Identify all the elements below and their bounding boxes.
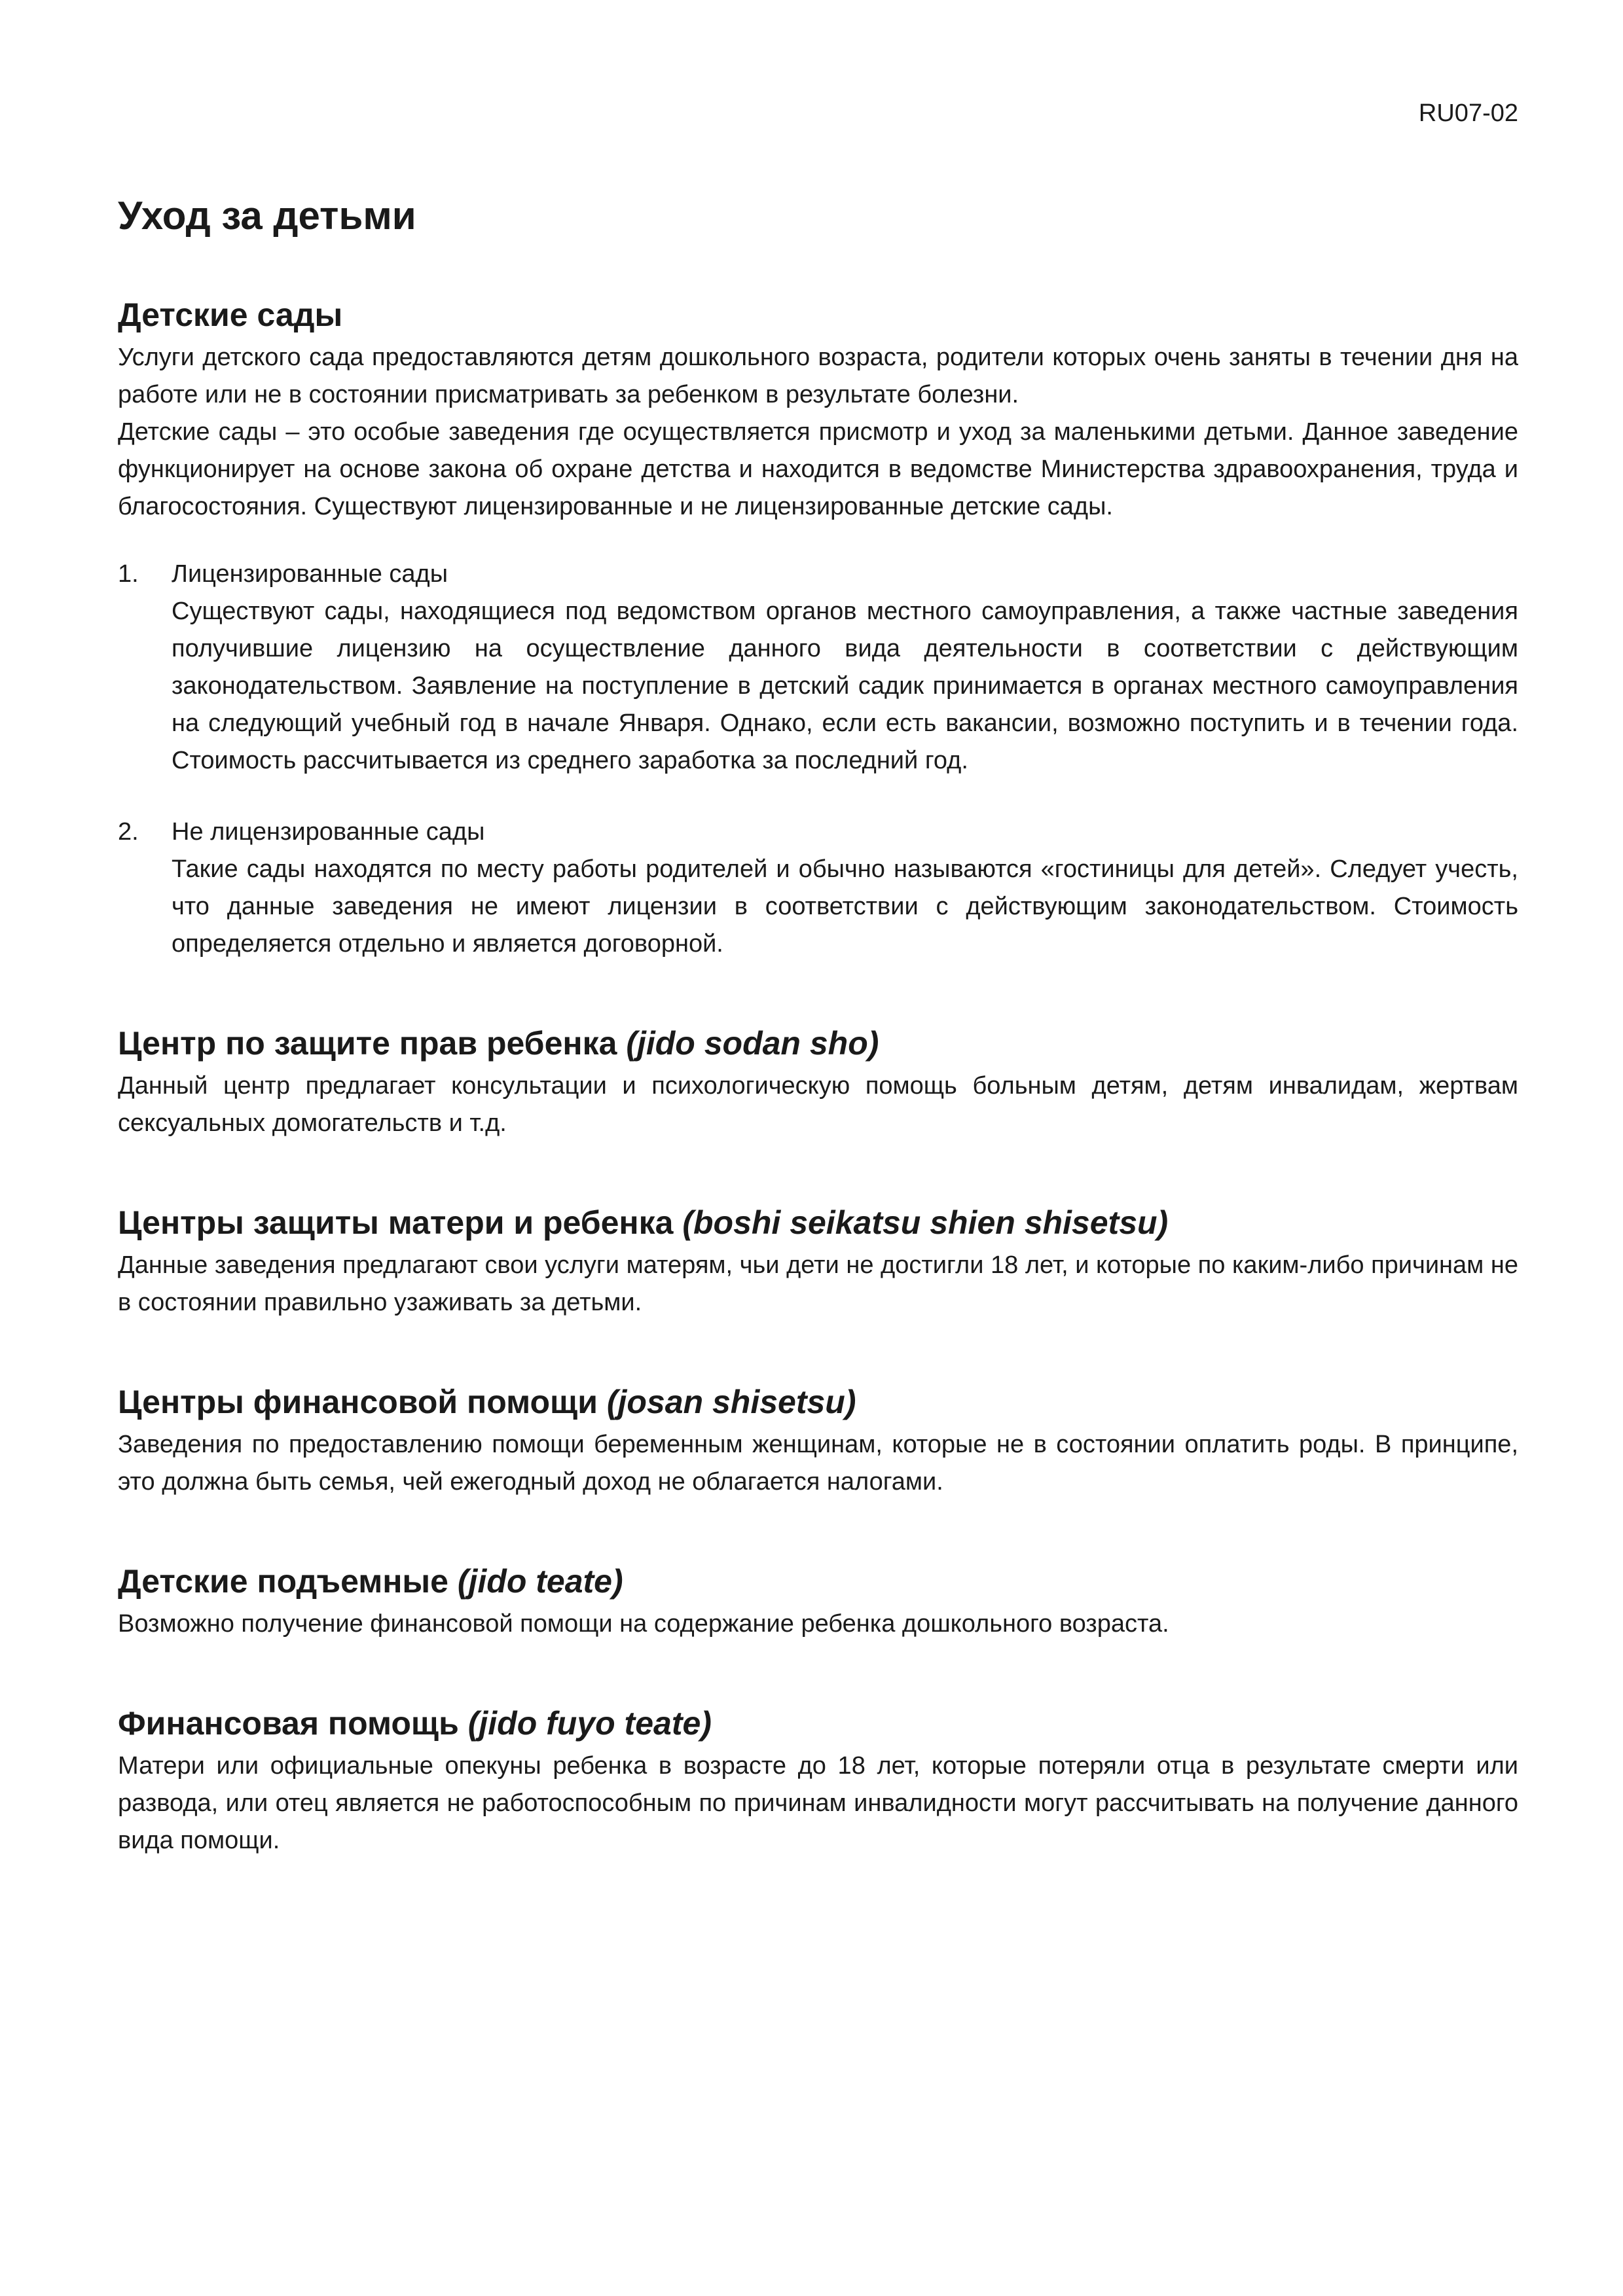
list-item-heading: Не лицензированные сады: [172, 818, 485, 846]
paragraph-child-center: Данный центр предлагает консультации и психологическую помощь больным детям, детям инвалидам, жертвам сексуальных домогательств и т.д.: [118, 1072, 1518, 1137]
section-child-center: [118, 1023, 1518, 1142]
section-heading-child-allowance: [118, 1561, 1518, 1602]
document-title: Уход за детьми: [118, 194, 416, 238]
section-financial-centers: [118, 1382, 1518, 1501]
list-item-text: Существуют сады, находящиеся под ведомством органов местного самоуправления, а также частные заведения получившие лицензию на осуществление данного вида деятельности в соответствии с действующим законодательством. Заявление на поступление в детский садик принимается в органах местного самоуправления на следующий учебный год в начале Января. Однако, если есть вакансии, возможно поступить и в течении года. Стоимость рассчитывается из среднего заработка за последний год.: [172, 598, 1518, 774]
paragraph-child-allowance: Возможно получение финансовой помощи на содержание ребенка дошкольного возраста.: [118, 1610, 1169, 1638]
document-code: RU07-02: [1418, 99, 1518, 127]
heading-text: Центры финансовой помощи: [118, 1384, 598, 1420]
heading-text: Центр по защите прав ребенка: [118, 1025, 617, 1062]
kindergartens-list: [118, 556, 1518, 963]
heading-latin-term: (jido sodan sho): [626, 1025, 879, 1062]
list-item-number: 1.: [118, 560, 139, 588]
heading-text: Центры защиты матери и ребенка: [118, 1204, 674, 1241]
section-financial-aid: [118, 1703, 1518, 1859]
heading-text: Детские подъемные: [118, 1563, 448, 1600]
paragraph-kindergartens-description: Детские сады – это особые заведения где осуществляется присмотр и уход за маленькими детьми. Данное заведение функционирует на основе закона об охране детства и находится в ведомстве Министерства здравоохранения, труда и благосостояния. Существуют лицензированные и не лицензированные детские сады.: [118, 418, 1518, 520]
list-item-heading: Лицензированные сады: [172, 560, 448, 588]
document-content: [118, 190, 1518, 1920]
paragraph-financial-aid: Матери или официальные опекуны ребенка в возрасте до 18 лет, которые потеряли отца в результате смерти или развода, или отец является не работоспособным по причинам инвалидности могут рассчитывать на получение данного вида помощи.: [118, 1752, 1518, 1854]
paragraph-kindergartens-intro: Услуги детского сада предоставляются детям дошкольного возраста, родители которых очень заняты в течении дня на работе или не в состоянии присматривать за ребенком в результате болезни.: [118, 344, 1518, 408]
section-heading-kindergartens: Детские сады: [118, 296, 343, 333]
paragraph-financial-centers: Заведения по предоставлению помощи беременным женщинам, которые не в состоянии оплатить роды. В принципе, это должна быть семья, чей ежегодный доход не облагается налогами.: [118, 1431, 1518, 1496]
section-heading-mother-child: [118, 1202, 1518, 1243]
heading-latin-term: (josan shisetsu): [606, 1384, 856, 1420]
section-kindergartens: [118, 295, 1518, 963]
heading-latin-term: (jido fuyo teate): [467, 1705, 712, 1742]
list-item-text: Такие сады находятся по месту работы родителей и обычно называются «гостиницы для детей». Следует учесть, что данные заведения не имеют лицензии в соответствии с действующим законодательством. Стоимость определяется отдельно и является договорной.: [172, 855, 1518, 958]
heading-latin-term: (jido teate): [457, 1563, 623, 1600]
section-child-allowance: [118, 1561, 1518, 1643]
section-mother-child: [118, 1202, 1518, 1321]
section-heading-financial-centers: [118, 1382, 1518, 1422]
list-item-licensed: [118, 556, 1518, 780]
section-heading-financial-aid: [118, 1703, 1518, 1744]
list-item-unlicensed: [118, 814, 1518, 963]
heading-latin-term: (boshi seikatsu shien shisetsu): [682, 1204, 1169, 1241]
list-item-number: 2.: [118, 818, 139, 846]
paragraph-mother-child: Данные заведения предлагают свои услуги матерям, чьи дети не достигли 18 лет, и которые по каким-либо причинам не в состоянии правильно узаживать за детьми.: [118, 1251, 1518, 1316]
heading-text: Финансовая помощь: [118, 1705, 459, 1742]
section-heading-child-center: [118, 1023, 1518, 1064]
